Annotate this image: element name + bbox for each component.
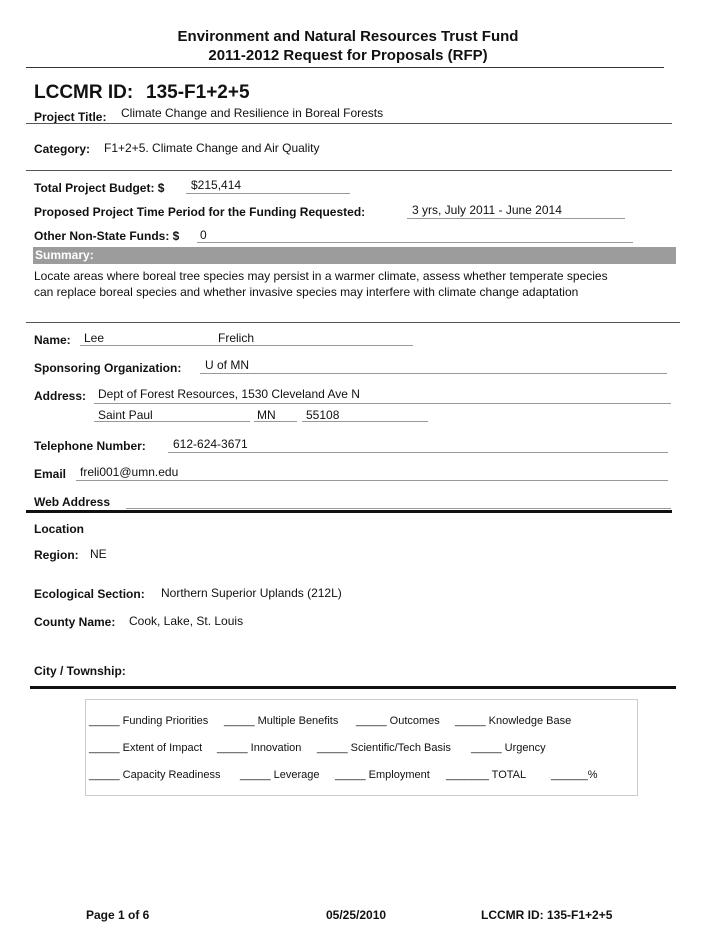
summary-text-line-2: can replace boreal species and whether invasive species may interfere with climate change adaptation (34, 285, 579, 299)
address-underline (94, 403, 671, 404)
address-line-value: Dept of Forest Resources, 1530 Cleveland Ave N (98, 387, 360, 401)
footer-lccmr-id: LCCMR ID: 135-F1+2+5 (481, 908, 613, 922)
region-value: NE (90, 547, 107, 561)
email-label: Email (34, 467, 67, 481)
state-underline (254, 421, 297, 422)
city-underline (94, 421, 250, 422)
score-total: _______ TOTAL (446, 769, 527, 781)
summary-label: Summary: (35, 248, 94, 262)
score-employment: _____ Employment (335, 769, 430, 781)
document-subtitle: 2011-2012 Request for Proposals (RFP) (208, 47, 488, 64)
time-period-label: Proposed Project Time Period for the Funding Requested: (34, 205, 366, 219)
project-title-value: Climate Change and Resilience in Boreal Forests (121, 106, 384, 120)
lccmr-id-value: 135-F1+2+5 (146, 82, 250, 103)
total-budget-underline (186, 193, 350, 194)
score-urgency: _____ Urgency (471, 742, 546, 754)
non-state-funds-underline (197, 242, 633, 243)
time-period-value: 3 yrs, July 2011 - June 2014 (412, 203, 562, 217)
county-name-label: County Name: (34, 615, 116, 629)
lccmr-id-label: LCCMR ID: (34, 82, 134, 103)
last-name-value: Frelich (218, 331, 255, 345)
score-innovation: _____ Innovation (217, 742, 302, 754)
telephone-value: 612-624-3671 (173, 437, 248, 451)
divider (26, 170, 672, 171)
score-funding-priorities: _____ Funding Priorities (89, 715, 209, 727)
web-address-underline (126, 508, 671, 509)
city-township-label: City / Township: (34, 664, 126, 678)
non-state-funds-label: Other Non-State Funds: $ (34, 229, 180, 243)
score-knowledge-base: _____ Knowledge Base (455, 715, 572, 727)
score-capacity-readiness: _____ Capacity Readiness (89, 769, 221, 781)
summary-text-line-1: Locate areas where boreal tree species may persist in a warmer climate, assess whether temperate species (34, 269, 608, 283)
first-name-value: Lee (84, 331, 105, 345)
non-state-funds-value: 0 (200, 228, 207, 242)
footer-page-number: Page 1 of 6 (86, 908, 150, 922)
address-label: Address: (34, 389, 87, 403)
document-title: Environment and Natural Resources Trust Fund (177, 28, 519, 45)
category-label: Category: (34, 142, 91, 156)
category-value: F1+2+5. Climate Change and Air Quality (104, 141, 320, 155)
telephone-label: Telephone Number: (34, 439, 146, 453)
city-value: Saint Paul (98, 408, 153, 422)
name-label: Name: (34, 333, 71, 347)
score-outcomes: _____ Outcomes (356, 715, 440, 727)
divider (26, 322, 680, 323)
sponsoring-org-underline (200, 373, 667, 374)
email-underline (76, 480, 668, 481)
summary-header-bar (33, 247, 676, 264)
ecological-section-value: Northern Superior Uplands (212L) (161, 586, 342, 600)
project-title-label: Project Title: (34, 110, 107, 124)
section-divider (26, 510, 672, 513)
zip-underline (302, 421, 428, 422)
score-extent-of-impact: _____ Extent of Impact (89, 742, 203, 754)
name-underline (80, 345, 413, 346)
telephone-underline (168, 452, 668, 453)
sponsoring-org-label: Sponsoring Organization: (34, 361, 182, 375)
zip-value: 55108 (306, 408, 340, 422)
score-leverage: _____ Leverage (240, 769, 320, 781)
header-divider (26, 67, 664, 68)
time-period-underline (407, 218, 625, 219)
total-budget-value: $215,414 (191, 178, 242, 192)
total-budget-label: Total Project Budget: $ (34, 181, 165, 195)
web-address-label: Web Address (34, 495, 111, 509)
ecological-section-label: Ecological Section: (34, 587, 145, 601)
section-divider (30, 686, 676, 689)
state-value: MN (257, 408, 276, 422)
score-percent: ______% (551, 769, 598, 781)
region-label: Region: (34, 548, 79, 562)
score-scientific-tech-basis: _____ Scientific/Tech Basis (317, 742, 451, 754)
location-heading: Location (34, 522, 84, 536)
score-multiple-benefits: _____ Multiple Benefits (224, 715, 339, 727)
email-value: freli001@umn.edu (80, 465, 179, 479)
divider (26, 123, 672, 124)
sponsoring-org-value: U of MN (205, 358, 250, 372)
footer-date: 05/25/2010 (326, 908, 387, 922)
county-name-value: Cook, Lake, St. Louis (129, 614, 244, 628)
